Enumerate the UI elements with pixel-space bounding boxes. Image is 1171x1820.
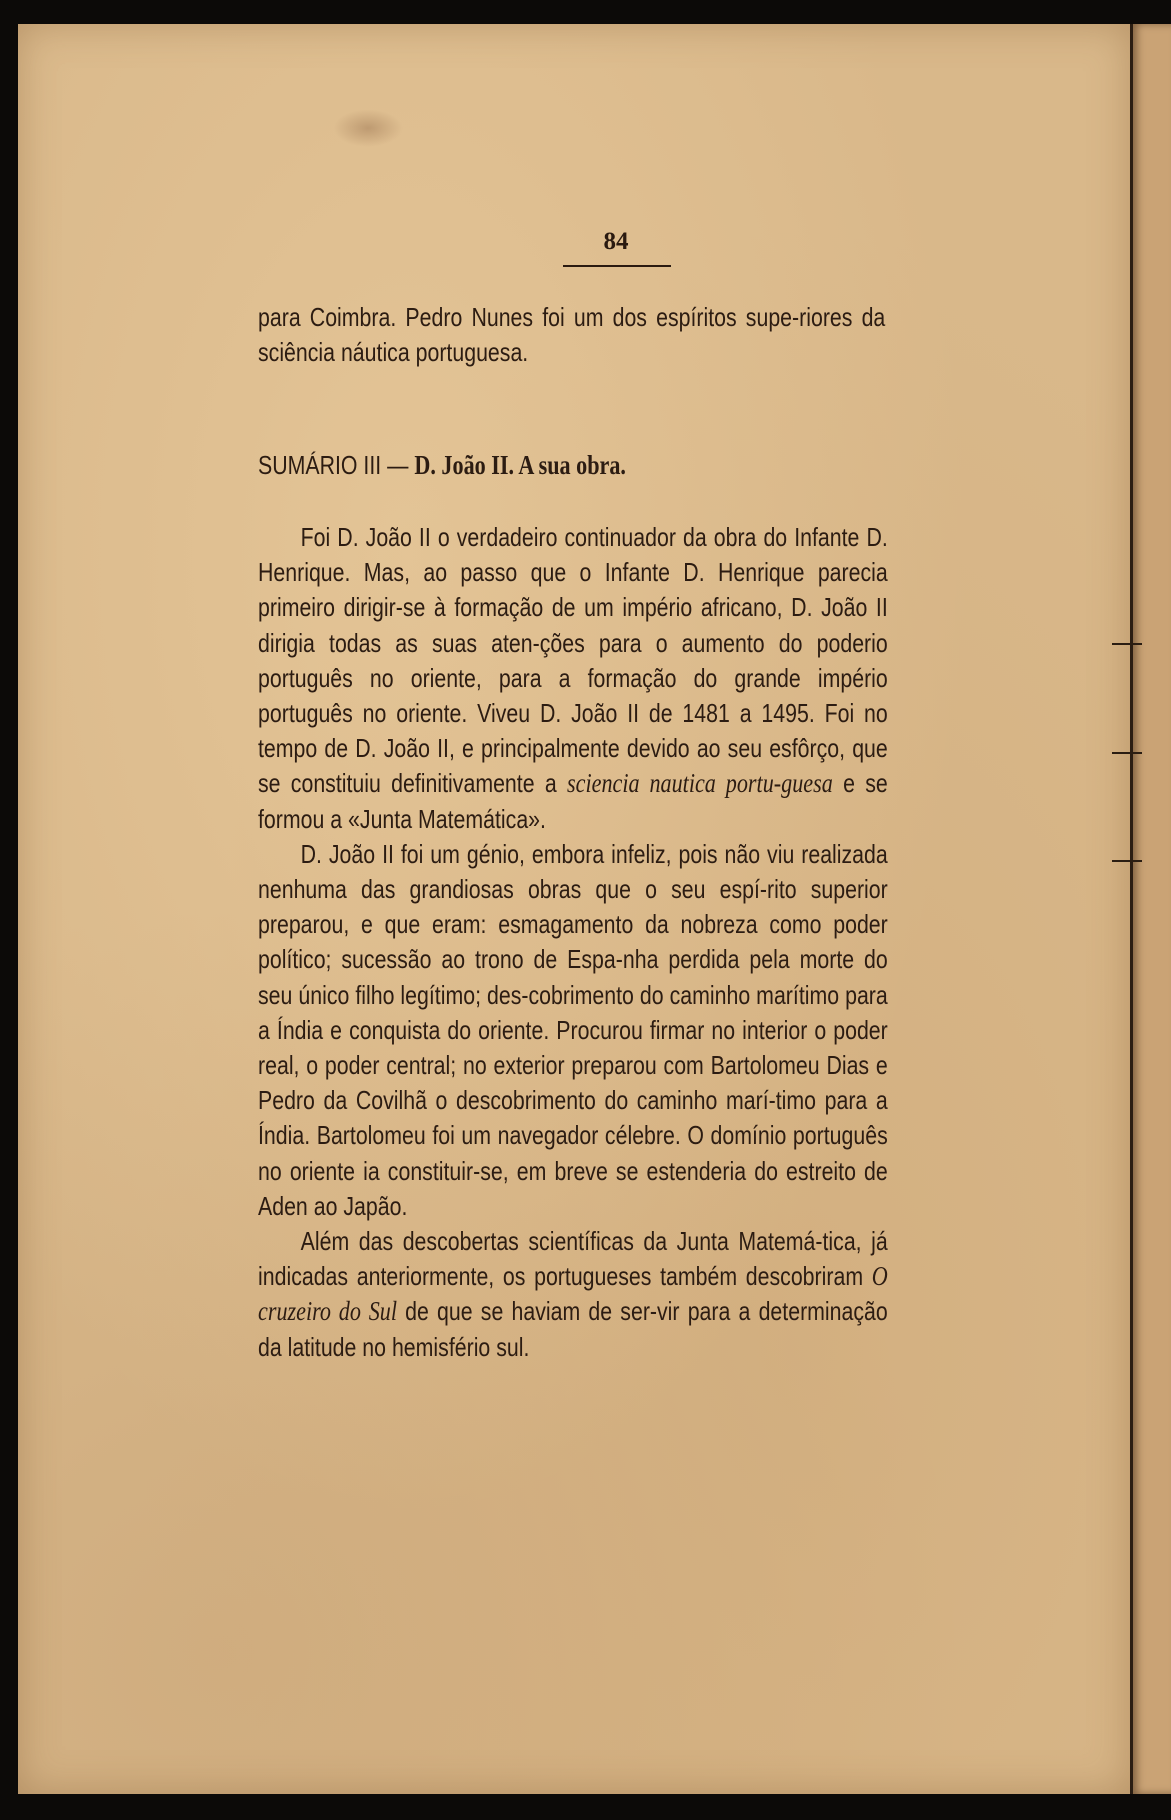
paragraph-1 — [258, 520, 888, 837]
paragraph-1-text: Foi D. João II o verdadeiro continuador da obra do Infante D. Henrique. Mas, ao passo que o Infante D. Henrique parecia primeiro dirigir-se à formação de um império africano, D. João II dirigia todas as suas aten-ções para o aumento do poderio português no oriente, para a formação do grande império português no oriente. Viveu D. João II de 1481 a 1495. Foi no tempo de D. João II, e principalmente devido ao seu esfôrço, que se constituiu definitivamente a — [258, 522, 888, 799]
paragraph-3-italic: O cruzeiro do Sul — [258, 1261, 888, 1327]
paragraph-2: D. João II foi um génio, embora infeliz, pois não viu realizada nenhuma das grandiosas obras que o seu espí-rito superior preparou, e que eram: esmagamento da nobreza como poder político; sucessão ao trono de Espa-nha perdida pela morte do seu único filho legítimo; des-cobrimento do caminho marítimo para a Índia e conquista do oriente. Procurou firmar no interior o poder real, o poder central; no exterior preparou com Bartolomeu Dias e Pedro da Covilhã o descobrimento do caminho marí-timo para a Índia. Bartolomeu foi um navegador célebre. O domínio português no oriente ia constituir-se, em breve se estenderia do estreito de Aden ao Japão. — [258, 838, 888, 1221]
section-title: D. João II. A sua obra. — [414, 450, 626, 480]
paragraph-3-text: Além das descobertas scientíficas da Junta Matemá-tica, já indicadas anteriormente, os portugueses também descobriram — [258, 1226, 888, 1292]
page-number: 84 — [603, 228, 629, 255]
intro-paragraph — [258, 300, 885, 370]
margin-mark — [1112, 752, 1142, 754]
paragraph-3 — [258, 1224, 888, 1365]
body-text — [258, 520, 888, 1365]
paragraph-1-text-end: e se formou a «Junta Matemática». — [258, 768, 888, 834]
intro-text: para Coimbra. Pedro Nunes foi um dos espíritos supe-riores da sciência náutica portuguesa. — [258, 302, 886, 368]
adjacent-page-edge — [1130, 24, 1171, 1794]
page-number-rule — [563, 265, 671, 267]
paper-stain — [333, 109, 403, 147]
margin-mark — [1112, 643, 1142, 645]
margin-mark — [1112, 860, 1142, 862]
section-heading — [258, 450, 626, 481]
paragraph-3-text-end: de que se haviam de ser-vir para a determinação da latitude no hemisfério sul. — [258, 1296, 888, 1362]
section-label: SUMÁRIO III — — [258, 450, 415, 480]
paragraph-1-italic: sciencia nautica portu-guesa — [567, 768, 833, 799]
